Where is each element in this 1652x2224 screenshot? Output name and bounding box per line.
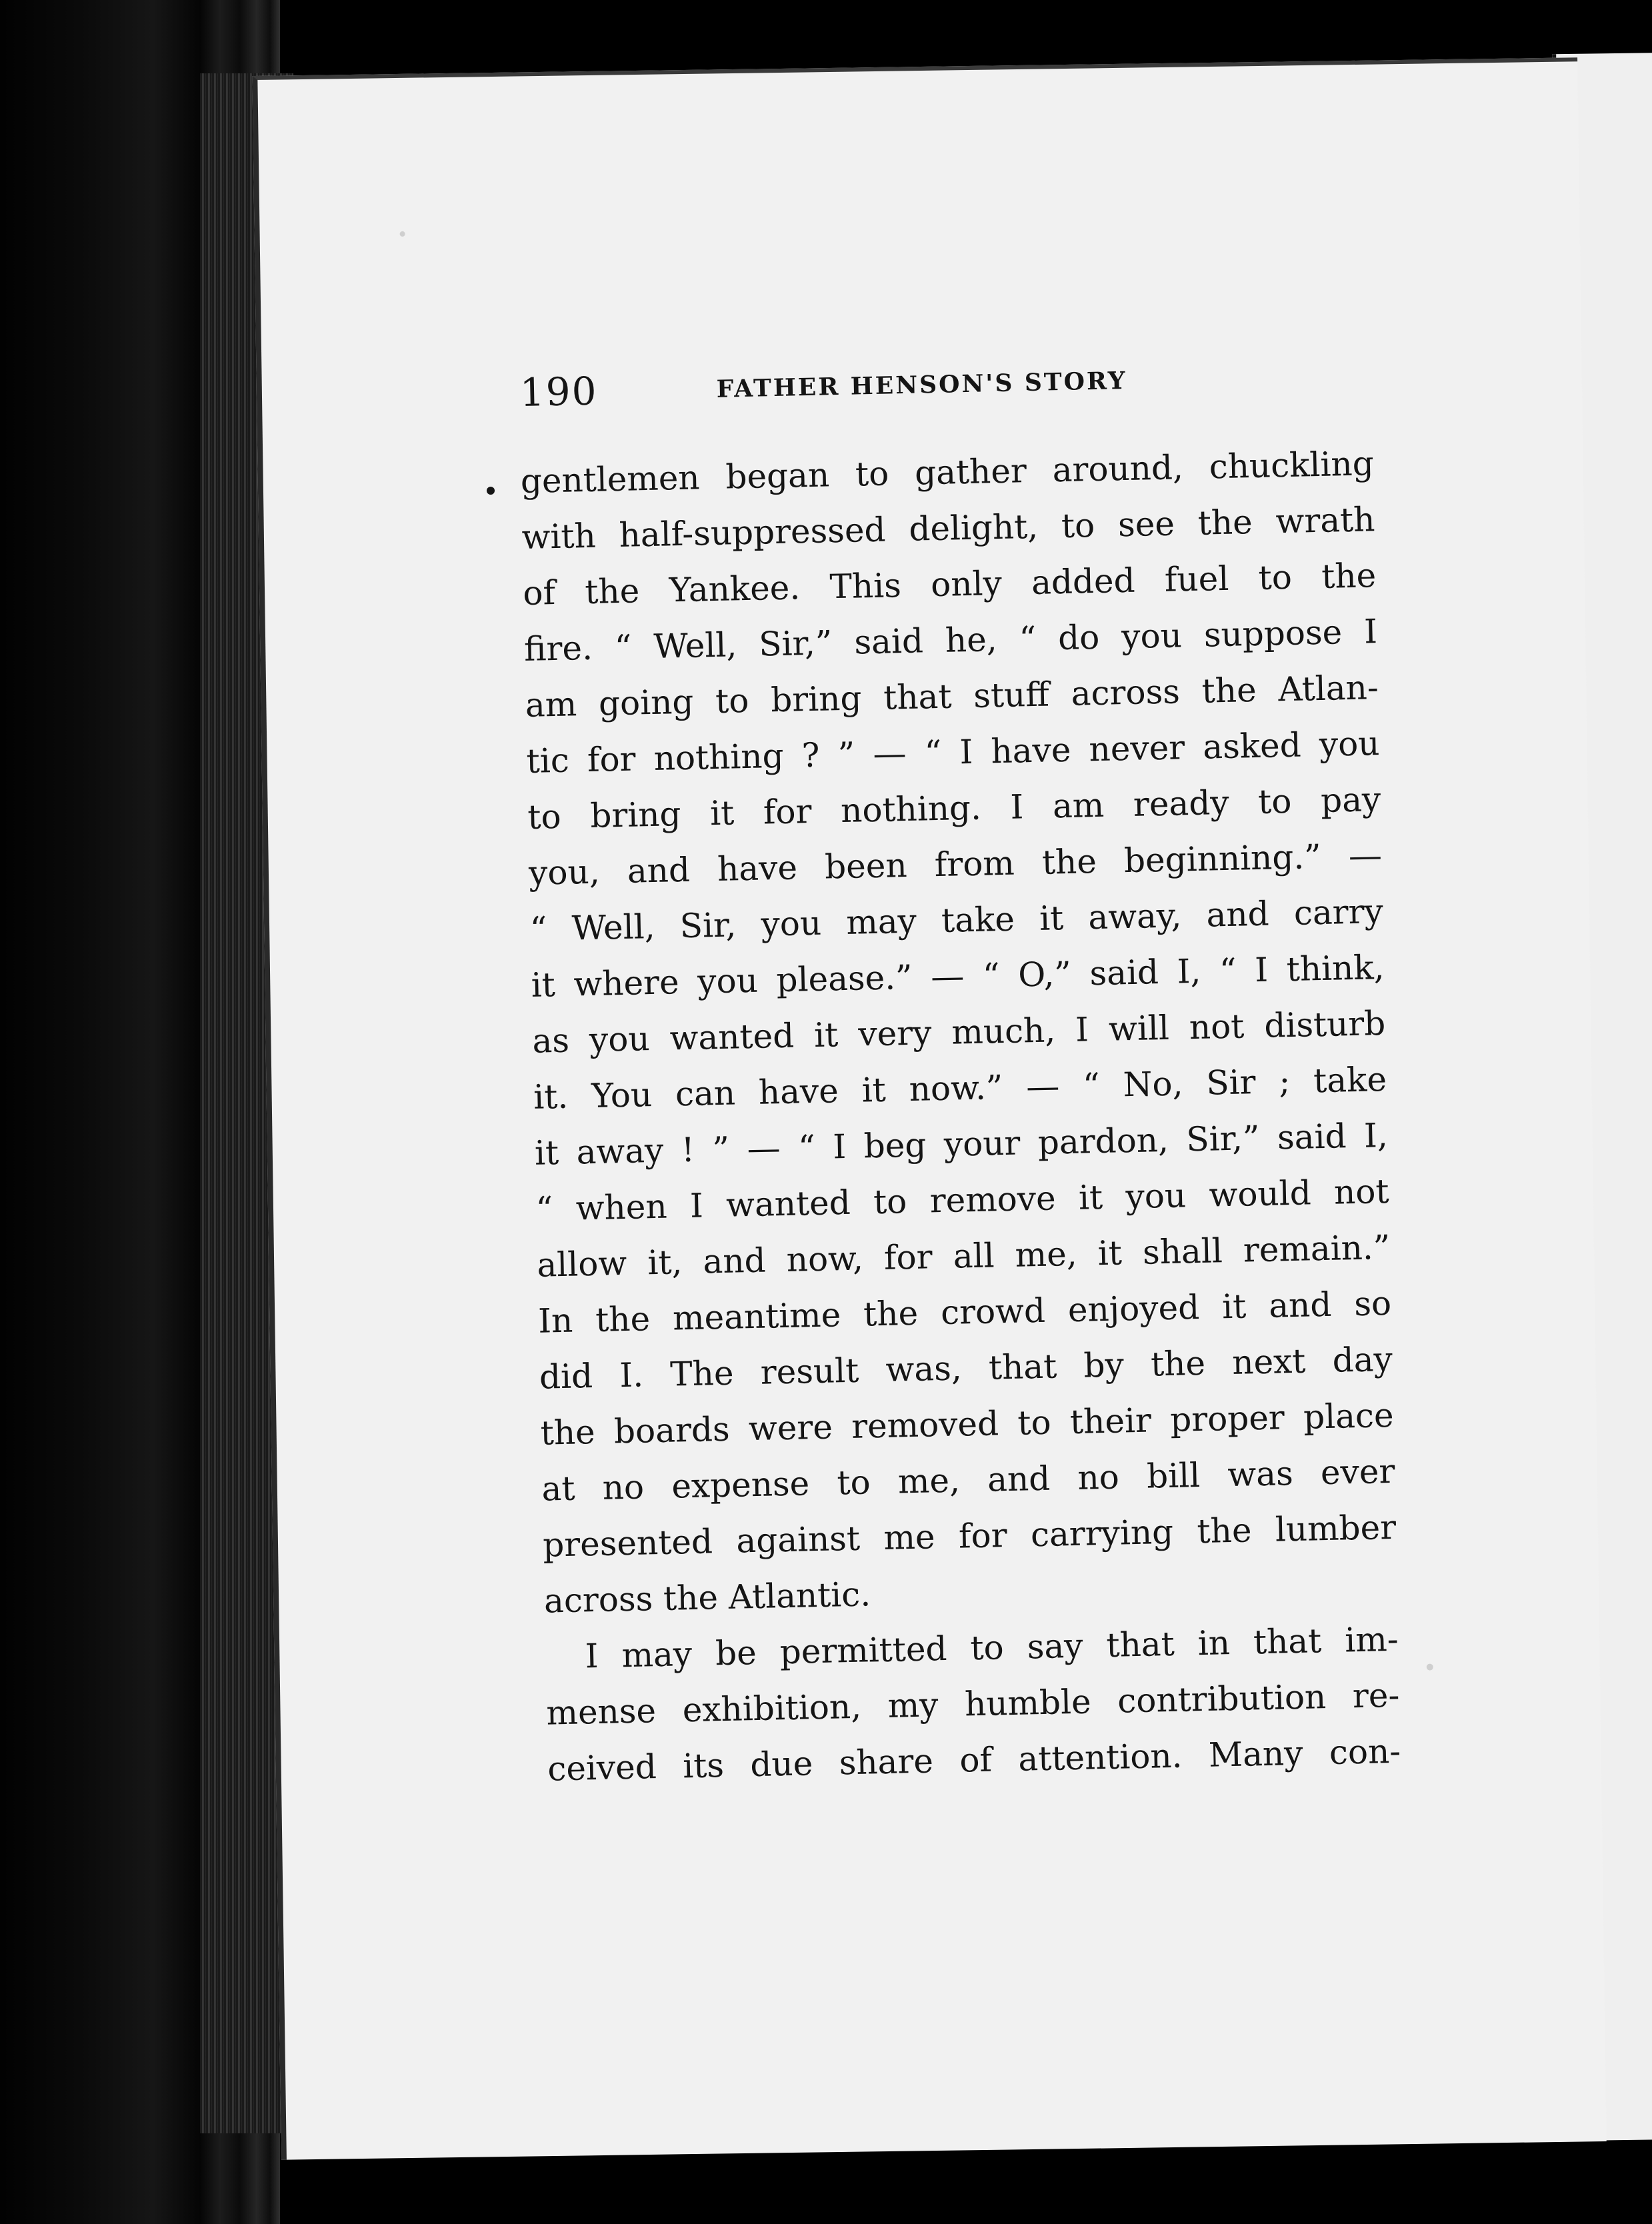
text-line: fire. “ Well, Sir,” said he, “ do you suppose I [523,612,1378,669]
text-line: of the Yankee. This only added fuel to the [522,556,1377,613]
text-line: allow it, and now, for all me, it shall remain.” [536,1227,1391,1285]
text-line: it where you please.” — “ O,” said I, “ I think, [531,948,1385,1005]
text-line: gentlemen began to gather around, chuckling [520,444,1375,501]
body-text [520,435,1401,1797]
paper-speck [1427,1664,1433,1671]
text-line: I may be permitted to say that in that im- [585,1619,1399,1676]
text-line: across the Atlantic. [543,1575,871,1621]
text-line: am going to bring that stuff across the Atlan- [525,668,1379,725]
text-line: tic for nothing ? ” — “ I have never asked you [526,724,1381,781]
paper-speck [400,231,405,237]
text-line: you, and have been from the beginning.” — [528,836,1383,893]
text-line: ceived its due share of attention. Many con- [547,1731,1401,1789]
margin-dot [487,487,495,495]
text-line: with half-suppressed delight, to see the wrath [521,500,1375,557]
page-number: 190 [519,368,599,415]
text-line: In the meantime the crowd enjoyed it and so [537,1283,1392,1341]
text-line: as you wanted it very much, I will not disturb [531,1004,1386,1061]
text-line: “ Well, Sir, you may take it away, and carry [529,892,1384,949]
text-line: did I. The result was, that by the next day [539,1339,1393,1397]
text-line: “ when I wanted to remove it you would not [535,1171,1390,1229]
text-line: to bring it for nothing. I am ready to pay [527,780,1381,837]
text-line: mense exhibition, my humble contribution re- [545,1675,1400,1733]
text-line: the boards were removed to their proper place [540,1395,1395,1453]
text-line: at no expense to me, and no bill was ever [541,1451,1395,1509]
text-line: it. You can have it now.” — “ No, Sir ; take [533,1059,1387,1117]
text-line: presented against me for carrying the lumber [542,1507,1397,1565]
text-line: it away ! ” — “ I beg your pardon, Sir,” said I, [534,1115,1389,1173]
running-head: FATHER HENSON'S STORY [716,366,1127,403]
